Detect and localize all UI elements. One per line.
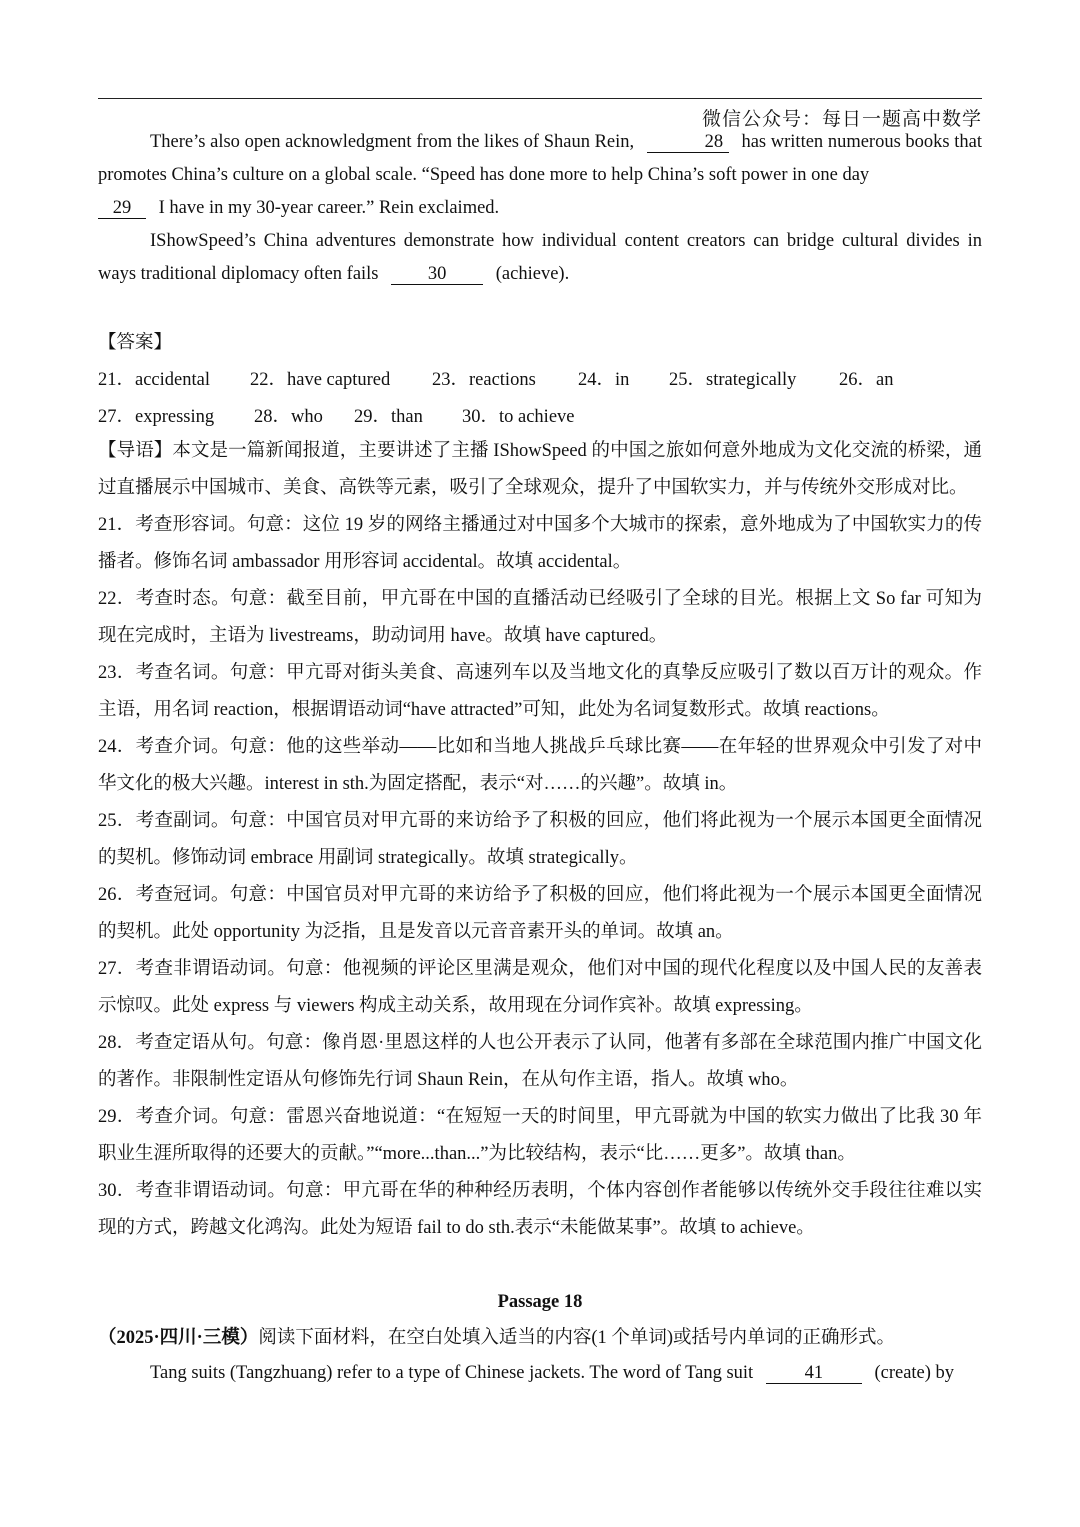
explanation-22: 22．考查时态。句意：截至目前，甲亢哥在中国的直播活动已经吸引了全球的目光。根据上文 So far 可知为现在完成时，主语为 livestreams，助动词用 have。故填 have captured。 bbox=[98, 589, 982, 646]
explanations bbox=[98, 433, 982, 1247]
paragraph-adventures: IShowSpeed’s China adventures demonstrate how individual content creators can bridge cultural divides in ways traditional diplomacy often fails 30 (achieve). bbox=[98, 231, 982, 284]
answer-list bbox=[98, 359, 982, 433]
passage-top bbox=[98, 126, 982, 291]
blank-28: 28 bbox=[647, 132, 729, 153]
answer-22: 22．have captured bbox=[250, 369, 391, 390]
answer-29: 29．than bbox=[354, 406, 423, 427]
passage-18-instruction-line bbox=[98, 1323, 982, 1349]
explanation-25: 25．考查副词。句意：中国官员对甲亢哥的来访给予了积极的回应，他们将此视为一个展示本国更全面情况的契机。修饰动词 embrace 用副词 strategically。故填 strategically。 bbox=[98, 811, 982, 868]
explanation-26: 26．考查冠词。句意：中国官员对甲亢哥的来访给予了积极的回应，他们将此视为一个展示本国更全面情况的契机。此处 opportunity 为泛指，且是发音以元音音素开头的单词。故填 an。 bbox=[98, 885, 982, 942]
answer-26: 26．an bbox=[839, 369, 894, 390]
answer-row-2 bbox=[98, 396, 982, 433]
header-watermark: 微信公众号：每日一题高中数学 bbox=[701, 108, 982, 130]
blank-29: 29 bbox=[98, 198, 146, 219]
explanation-28: 28．考查定语从句。句意：像肖恩·里恩这样的人也公开表示了认同，他著有多部在全球范围内推广中国文化的著作。非限制性定语从句修饰先行词 Shaun Rein，在从句作主语，指人。故填 who。 bbox=[98, 1033, 982, 1090]
passage-18-source: （2025·四川·三模） bbox=[98, 1328, 259, 1348]
passage-18-paragraph: Tang suits (Tangzhuang) refer to a type of Chinese jackets. The word of Tang suit 41 (create) by bbox=[150, 1363, 955, 1383]
answer-21: 21．accidental bbox=[98, 369, 210, 390]
header-rule bbox=[98, 98, 982, 99]
answer-30: 30．to achieve bbox=[462, 406, 575, 427]
passage-18-instruction: 阅读下面材料，在空白处填入适当的内容(1 个单词)或括号内单词的正确形式。 bbox=[258, 1328, 896, 1348]
passage-18-title: Passage 18 bbox=[497, 1292, 583, 1312]
answer-25: 25．strategically bbox=[669, 369, 797, 390]
explanation-27: 27．考查非谓语动词。句意：他视频的评论区里满是观众，他们对中国的现代化程度以及中国人民的友善表示惊叹。此处 express 与 viewers 构成主动关系，故用现在分词作宾补。故填 expressing。 bbox=[98, 959, 982, 1016]
explanation-24: 24．考查介词。句意：他的这些举动——比如和当地人挑战乒乓球比赛——在年轻的世界观众中引发了对中华文化的极大兴趣。interest in sth.为固定搭配，表示“对……的兴趣”。故填 in。 bbox=[98, 737, 982, 794]
answer-row-1 bbox=[98, 359, 982, 396]
explanation-29: 29．考查介词。句意：雷恩兴奋地说道：“在短短一天的时间里，甲亢哥就为中国的软实力做出了比我 30 年职业生涯所取得的还要大的贡献。”“more...than...”为比较结构，表示“比……更多”。故填 than。 bbox=[98, 1107, 982, 1164]
explanation-23: 23．考查名词。句意：甲亢哥对街头美食、高速列车以及当地文化的真挚反应吸引了数以百万计的观众。作主语，用名词 reaction，根据谓语动词“have attracted”可知，此处为名词复数形式。故填 reactions。 bbox=[98, 663, 982, 720]
answer-23: 23．reactions bbox=[432, 369, 536, 390]
answer-24: 24．in bbox=[578, 369, 630, 390]
paragraph-rein: There’s also open acknowledgment from the likes of Shaun Rein, 28 has written numerous books that promotes China’s culture on a global scale. “Speed has done more to help China’s soft power in one day 29 I have in my 30-year career.” Rein exclaimed. bbox=[98, 132, 983, 218]
explanation-30: 30．考查非谓语动词。句意：甲亢哥在华的种种经历表明，个体内容创作者能够以传统外交手段往往难以实现的方式，跨越文化鸿沟。此处为短语 fail to do sth.表示“未能做某事”。故填 to achieve。 bbox=[98, 1181, 982, 1238]
answer-27: 27．expressing bbox=[98, 406, 215, 427]
explanation-intro: 【导语】本文是一篇新闻报道，主要讲述了主播 IShowSpeed 的中国之旅如何意外地成为文化交流的桥梁，通过直播展示中国城市、美食、高铁等元素，吸引了全球观众，提升了中国软实力，并与传统外交形成对比。 bbox=[98, 441, 982, 498]
blank-41: 41 bbox=[766, 1363, 862, 1384]
answer-heading: 【答案】 bbox=[98, 333, 173, 353]
explanation-21: 21．考查形容词。句意：这位 19 岁的网络主播通过对中国多个大城市的探索，意外地成为了中国软实力的传播者。修饰名词 ambassador 用形容词 accidental。故填 accidental。 bbox=[98, 515, 982, 572]
answer-28: 28．who bbox=[254, 406, 323, 427]
blank-30: 30 bbox=[391, 264, 483, 285]
